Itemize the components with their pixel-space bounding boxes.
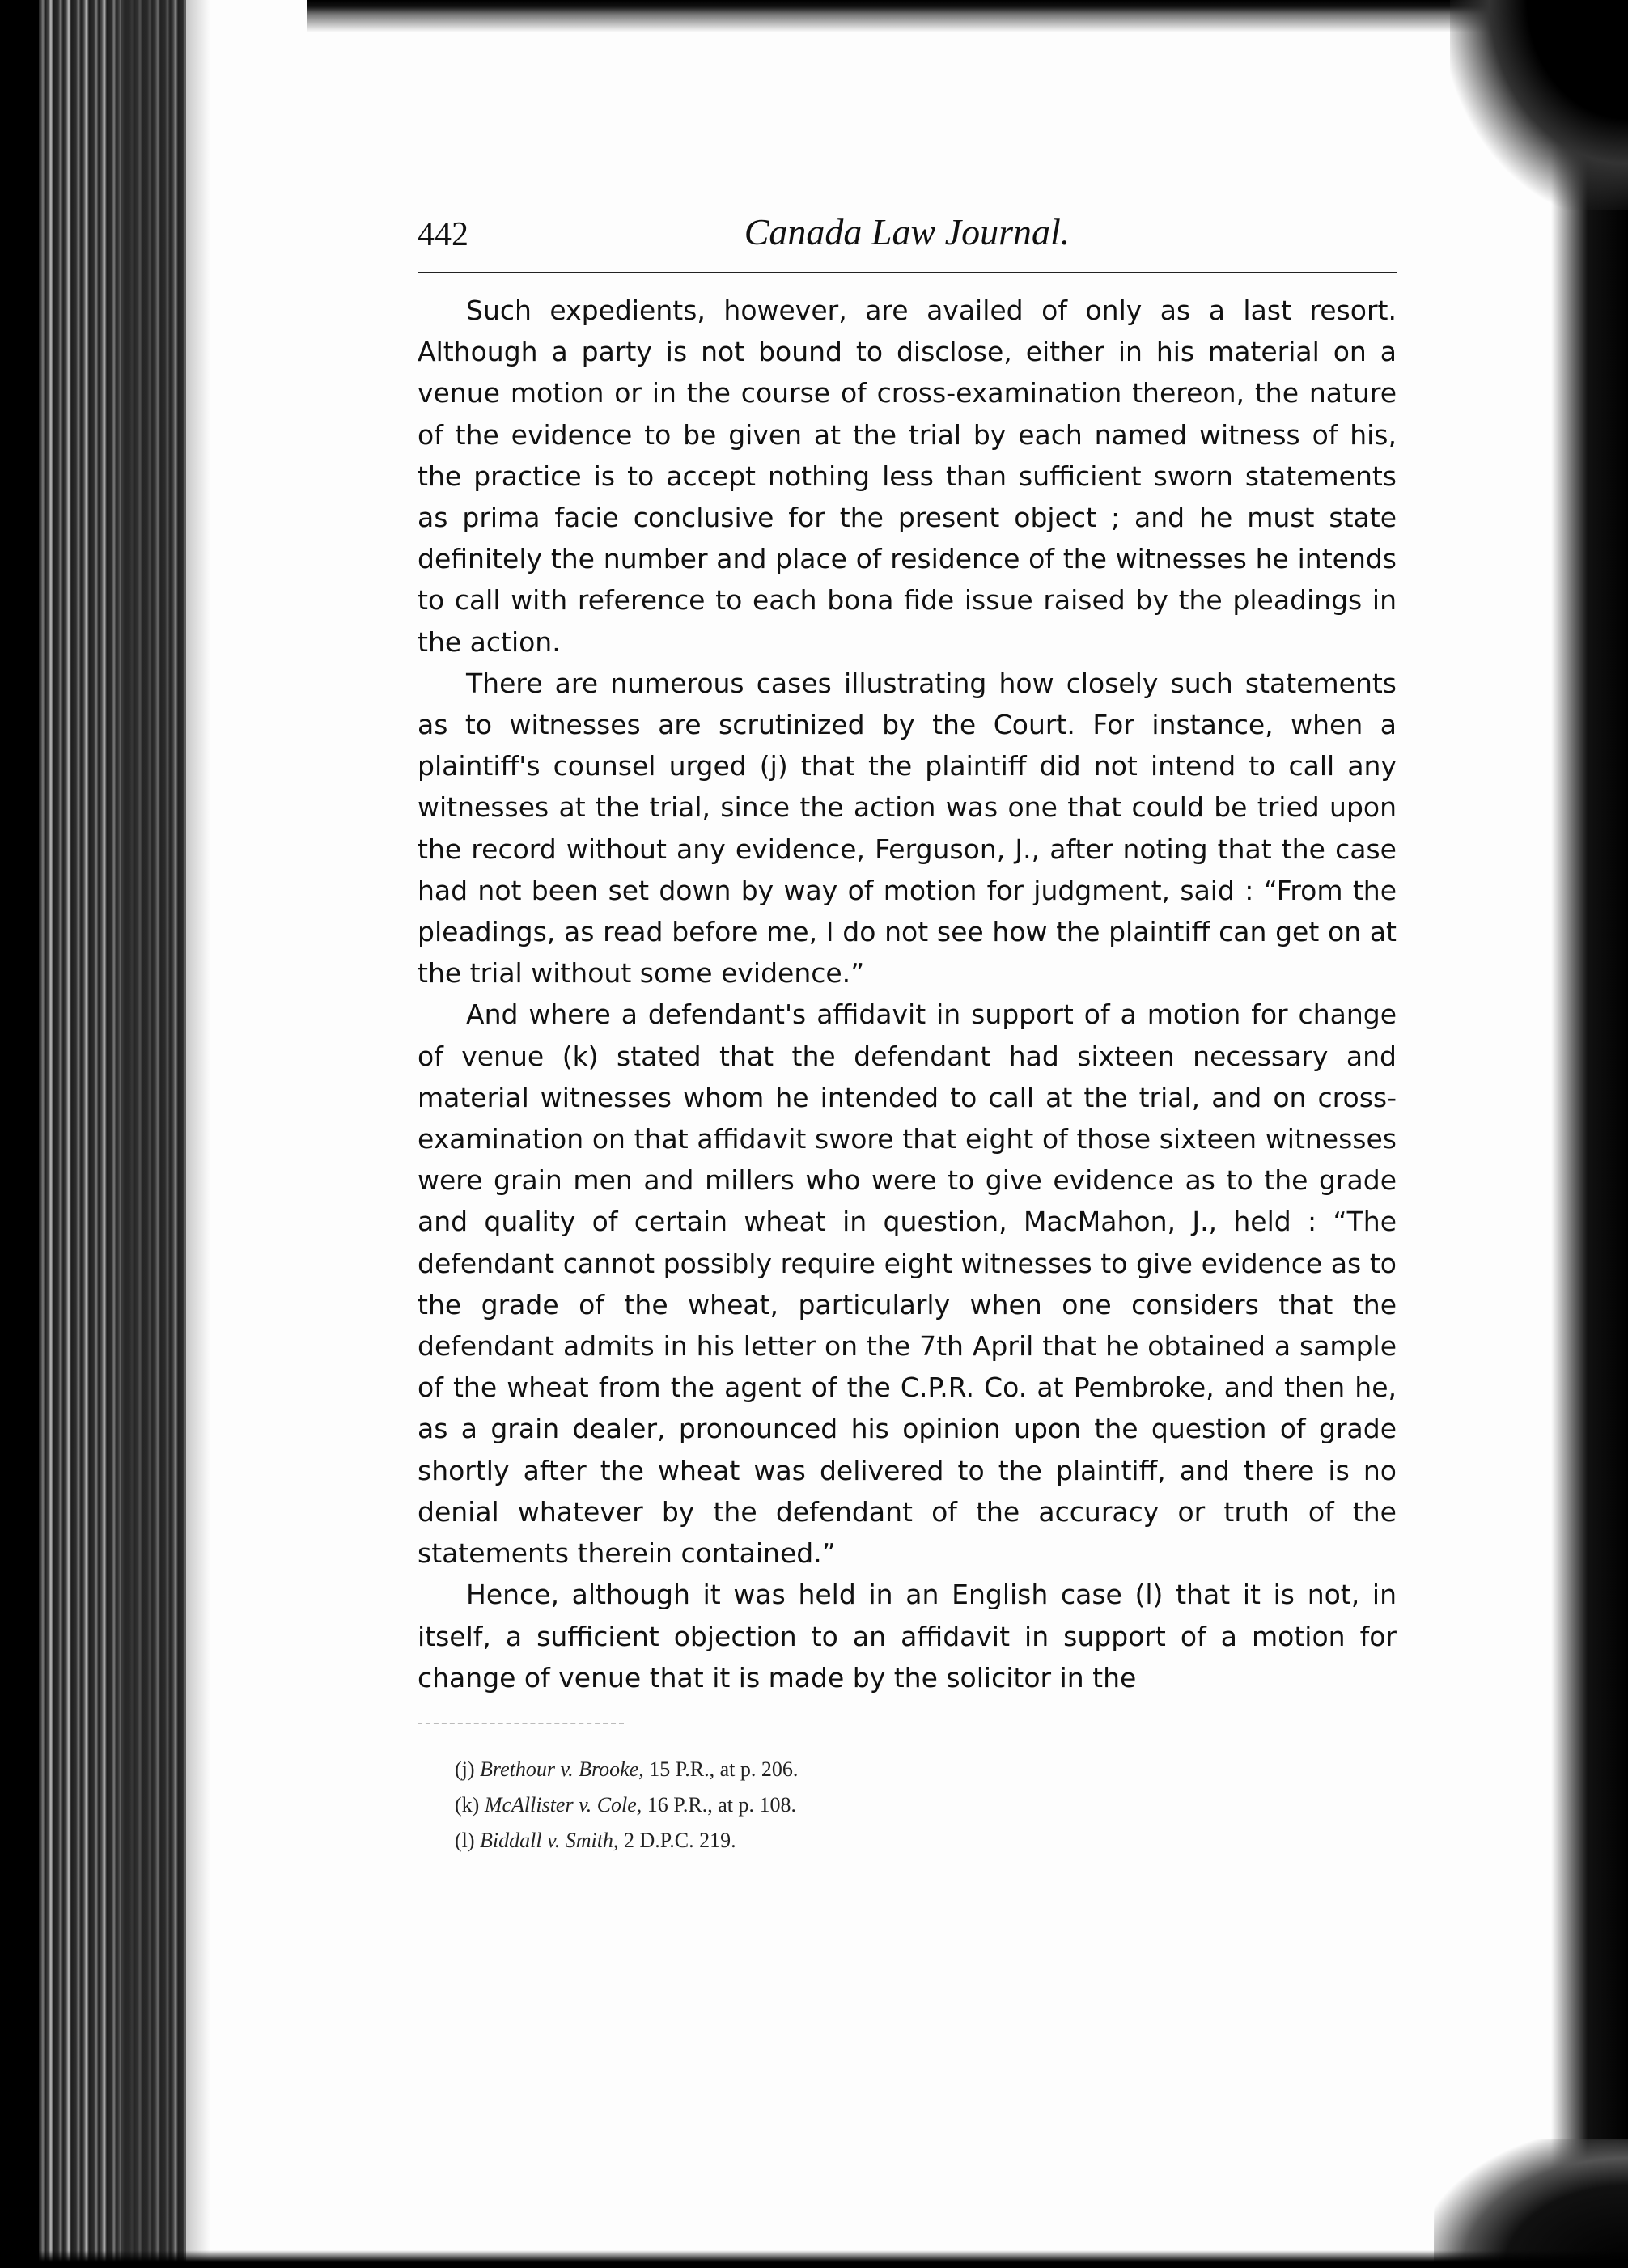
- paragraph: Such expedients, however, are availed of only as a last resort. Although a party is not bound to disclose, either in his material on a venue motion or in the course of cross-examination thereon, the nature of the evidence to be given at the trial by each named witness of his, the practice is to accept nothing less than sufficient sworn statements as prima facie conclusive for the present object ; and he must state definitely the number and place of residence of the witnesses he intends to call with reference to each bona fide issue raised by the pleadings in the action.: [418, 295, 1397, 658]
- right-edge-shadow: [1551, 0, 1628, 2268]
- footnote-item: [455, 1752, 1397, 1787]
- footnote-citation: 2 D.P.C. 219.: [623, 1828, 736, 1852]
- footnote-marker: (k): [455, 1792, 480, 1817]
- running-head: [418, 202, 1397, 254]
- footnotes: [418, 1752, 1397, 1859]
- top-right-corner-shadow: [1450, 0, 1628, 210]
- page-number: 442: [418, 216, 468, 253]
- page-content: [418, 202, 1397, 1859]
- footnote-rule: [418, 1723, 624, 1724]
- bottom-right-corner-shadow: [1434, 2139, 1628, 2268]
- footnote-marker: (j): [455, 1757, 475, 1781]
- footnote-case: McAllister v. Cole,: [484, 1792, 642, 1817]
- paragraph: Hence, although it was held in an English case (l) that it is not, in itself, a sufficient objection to an affidavit in support of a motion for change of venue that it is made by the solicitor in the: [418, 1579, 1397, 1694]
- footnote-case: Brethour v. Brooke,: [480, 1757, 644, 1781]
- header-rule: [418, 272, 1397, 273]
- footnote-citation: 15 P.R., at p. 206.: [649, 1757, 799, 1781]
- body-text: [418, 290, 1397, 1698]
- footnote-item: [455, 1787, 1397, 1823]
- top-edge-shadow: [307, 0, 1628, 32]
- left-edge-solid: [0, 0, 39, 2268]
- footnote-marker: (l): [455, 1828, 475, 1852]
- journal-title: Canada Law Journal.: [744, 211, 1070, 252]
- paragraph: And where a defendant's affidavit in support of a motion for change of venue (k) stated that the defendant had sixteen necessary and material witnesses whom he intended to call at the trial, and on cross-examination on that affidavit swore that eight of those sixteen witnesses were grain men and millers who were to give evidence as to the grade and quality of certain wheat in question, MacMahon, J., held : “The defendant cannot possibly require eight witnesses to give evidence as to the grade of the wheat, particularly when one considers that the defendant admits in his letter on the 7th April that he obtained a sample of the wheat from the agent of the C.P.R. Co. at Pembroke, and then he, as a grain dealer, pronounced his opinion upon the question of grade shortly after the wheat was delivered to the plaintiff, and there is no denial whatever by the defendant of the accuracy or truth of the statements therein contained.”: [418, 998, 1397, 1570]
- left-edge-fade: [121, 0, 210, 2268]
- bottom-edge-shadow: [0, 2250, 1628, 2268]
- footnote-item: [455, 1823, 1397, 1859]
- footnote-citation: 16 P.R., at p. 108.: [647, 1792, 796, 1817]
- footnote-case: Biddall v. Smith,: [480, 1828, 619, 1852]
- paragraph: There are numerous cases illustrating how closely such statements as to witnesses are scrutinized by the Court. For instance, when a plaintiff's counsel urged (j) that the plaintiff did not intend to call any witnesses at the trial, since the action was one that could be tried upon the record without any evidence, Ferguson, J., after noting that the case had not been set down by way of motion for judgment, said : “From the pleadings, as read before me, I do not see how the plaintiff can get on at the trial without some evidence.”: [418, 667, 1397, 990]
